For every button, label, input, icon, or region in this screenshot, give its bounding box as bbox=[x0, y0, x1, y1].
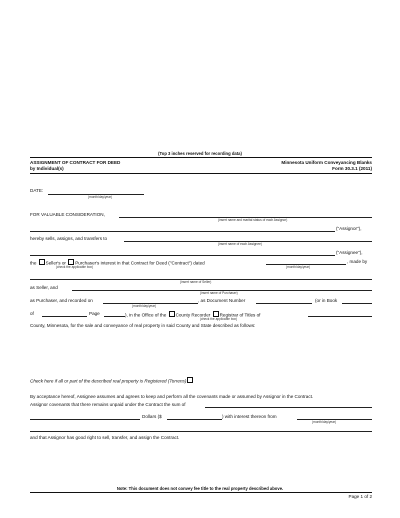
purchaser-text: Purchaser's interest in that Contract for Deed ("Contract") dated bbox=[75, 260, 205, 266]
county-name-field[interactable] bbox=[308, 316, 372, 317]
registrar-text: Registrar of Titles of bbox=[219, 312, 261, 318]
torrens-text: Check here if all or part of the described real property is Registered (Torrens) bbox=[30, 378, 187, 384]
book-field[interactable] bbox=[342, 303, 372, 304]
as-seller-text: as Seller, and bbox=[30, 285, 58, 290]
amount-field[interactable] bbox=[167, 419, 222, 420]
document-number-field[interactable] bbox=[256, 303, 312, 304]
unpaid-sum-text: Assignor covenants that there remains unpaid under the Contract the sum of bbox=[30, 402, 186, 407]
of-text: of bbox=[30, 311, 34, 316]
seller-checkbox[interactable] bbox=[39, 259, 45, 265]
header-top-rule bbox=[30, 157, 372, 158]
assignor-name-field-2[interactable] bbox=[30, 231, 335, 232]
recording-note: (Top 3 inches reserved for recording data) bbox=[158, 151, 242, 156]
office-line bbox=[125, 311, 260, 318]
dollars-text: Dollars ($ bbox=[142, 414, 162, 419]
county-recorder-checkbox[interactable] bbox=[169, 311, 175, 317]
seller-name-hint: (insert name of Seller) bbox=[180, 280, 212, 284]
sells-text: hereby sells, assigns, and transfers to bbox=[30, 236, 108, 241]
the-text: the bbox=[30, 260, 37, 266]
check-box-hint: (check the applicable box) bbox=[56, 265, 94, 269]
footer-rule bbox=[30, 492, 372, 493]
as-purchaser-text: as Purchaser, and recorded on bbox=[30, 298, 93, 303]
acceptance-text: By acceptance hereof, Assignee assumes and agrees to keep and perform all the covenants made or assumed by Assignor in the Contract. bbox=[30, 394, 314, 399]
sum-words-field-2[interactable] bbox=[30, 419, 140, 420]
page-number-field[interactable] bbox=[104, 316, 125, 317]
contract-date-hint: (month/day/year) bbox=[286, 265, 311, 269]
book-number-field[interactable] bbox=[42, 316, 87, 317]
purchaser-name-hint: (insert name of Purchaser) bbox=[200, 291, 238, 295]
date-label: DATE: bbox=[30, 188, 44, 193]
header-bottom-rule bbox=[30, 173, 372, 174]
seller-text: Seller's or bbox=[45, 260, 66, 266]
form-title: ASSIGNMENT OF CONTRACT FOR DEED bbox=[30, 160, 121, 165]
form-subtitle: by Individual(s) bbox=[30, 166, 64, 171]
page-number: Page 1 of 2 bbox=[348, 494, 372, 499]
assignee-hint: (insert name of each Assignee) bbox=[218, 242, 262, 246]
good-right-text: and that Assignor has good right to sell, transfer, and assign the Contract. bbox=[30, 435, 180, 440]
legal-description-area[interactable] bbox=[30, 332, 372, 374]
office-hint: (check the applicable box) bbox=[200, 317, 238, 321]
form-number: Form 30.3.1 (2011) bbox=[332, 166, 372, 171]
interest-date-hint: (month/day/year) bbox=[312, 420, 337, 424]
torrens-line bbox=[30, 377, 194, 384]
assignor-hint: (insert name and marital status of each Assignor) bbox=[218, 218, 288, 222]
or-book-text: (or in Book bbox=[315, 298, 338, 303]
county-recorder-text: County Recorder bbox=[175, 312, 211, 318]
made-by-text: , made by bbox=[347, 259, 368, 264]
date-hint: (month/day/year) bbox=[88, 195, 113, 199]
footer-note: Note: This document does not convey fee title to the real property described above. bbox=[116, 486, 284, 491]
office-text: ), in the Office of the bbox=[125, 312, 167, 318]
assignor-tag: ("Assignor"), bbox=[336, 226, 362, 231]
torrens-checkbox[interactable] bbox=[187, 377, 193, 383]
page-text: Page bbox=[89, 311, 100, 316]
sum-words-field-1[interactable] bbox=[205, 407, 372, 408]
doc-number-text: , as Document Number bbox=[198, 298, 246, 303]
assignee-tag: ("Assignee"), bbox=[336, 250, 363, 255]
interest-continuation-field[interactable] bbox=[30, 431, 372, 432]
interest-text: ) with interest thereon from bbox=[222, 414, 277, 419]
recorded-date-hint: (month/day/year) bbox=[132, 304, 157, 308]
assignee-name-field-2[interactable] bbox=[30, 255, 335, 256]
county-text: County, Minnesota, for the sale and conveyance of real property in said County and State described as follows: bbox=[30, 323, 256, 328]
consideration-label: FOR VALUABLE CONSIDERATION, bbox=[30, 212, 105, 217]
blanks-name: Minnesota Uniform Conveyancing Blanks bbox=[281, 160, 372, 165]
